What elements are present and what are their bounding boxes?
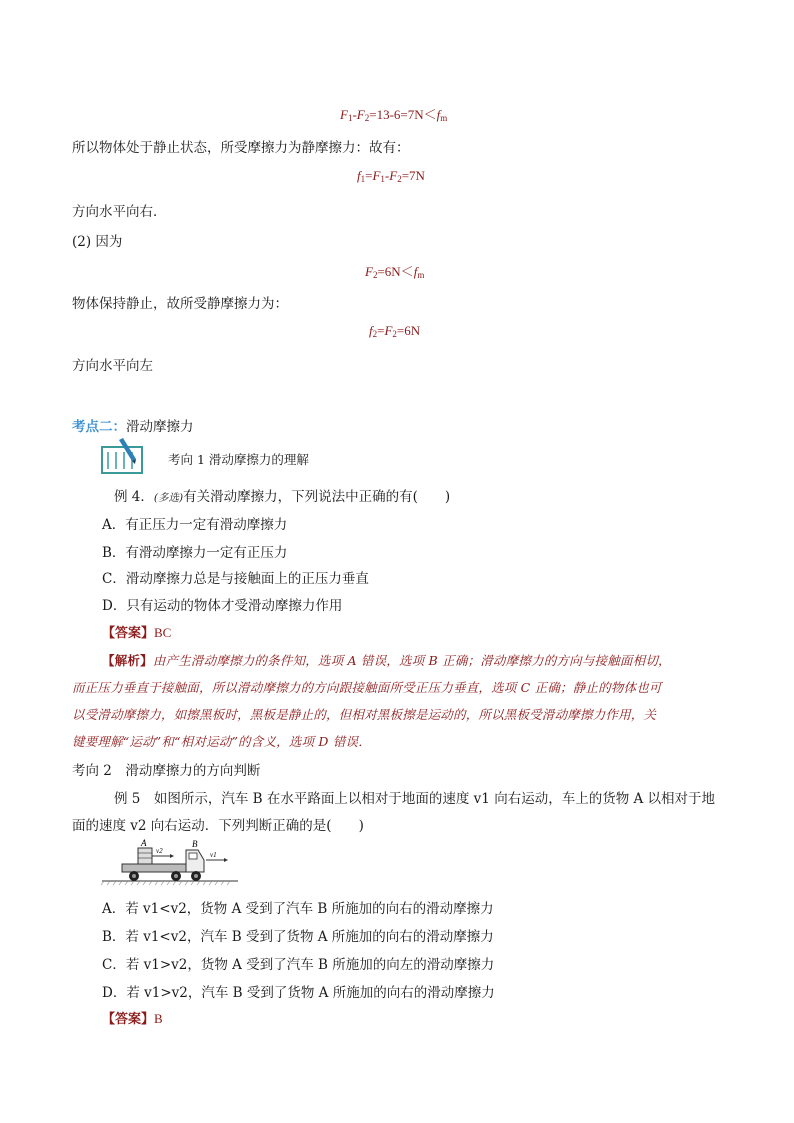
example-4-text: 有关滑动摩擦力，下列说法中正确的有( ) <box>183 489 451 505</box>
example-4-option-b: B．有滑动摩擦力一定有正压力 <box>102 545 288 561</box>
section-title: 滑动摩擦力 <box>126 419 194 435</box>
example-4-option-d: D．只有运动的物体才受滑动摩擦力作用 <box>102 598 343 614</box>
example-5-option-b: B．若 v1<v2，汽车 B 受到了货物 A 所施加的向右的滑动摩擦力 <box>102 929 494 945</box>
example-5-question-line-2: 面的速度 v2 向右运动．下列判断正确的是( ) <box>72 818 364 834</box>
example-4-analysis-line-2: 而正压力垂直于接触面，所以滑动摩擦力的方向跟接触面所受正压力垂直，选项 C 正确；静止的物体也可 <box>72 680 662 695</box>
solution-line-4: 物体保持静止，故所受静摩擦力为： <box>72 296 288 312</box>
example-4-prefix: 例 4． <box>114 489 154 505</box>
equation-3: $F_2=6N<f_m$ <box>365 264 425 280</box>
solution-line-2: 方向水平向右． <box>72 204 167 220</box>
example-4-analysis-line-1: 【解析】由产生滑动摩擦力的条件知，选项 A 错误，选项 B 正确；滑动摩擦力的方向与接触面相切， <box>102 653 671 668</box>
analysis-label: 【解析】 <box>102 653 153 668</box>
solution-line-1: 所以物体处于静止状态，所受摩擦力为静摩擦力：故有： <box>72 140 410 156</box>
example-5-prefix: 例 5 <box>114 791 141 807</box>
answer-label: 【答案】 <box>102 1012 155 1027</box>
example-4-option-a: A．有正压力一定有滑动摩擦力 <box>102 517 288 533</box>
example-4-analysis-line-4: 键要理解“运动”和“相对运动”的含义，选项 D 错误． <box>72 734 371 749</box>
answer-label: 【答案】 <box>102 626 155 641</box>
equation-4: $f_2=F_2=6N$ <box>369 323 421 339</box>
kaoxiang-1-title: 考向 1 滑动摩擦力的理解 <box>168 452 309 467</box>
example-5-option-d: D．若 v1>v2，汽车 B 受到了货物 A 所施加的向右的滑动摩擦力 <box>102 985 495 1001</box>
equation-1: $F_1-F_2=13-6=7N<f_m$ <box>340 107 448 123</box>
example-5-option-a: A．若 v1<v2，货物 A 受到了汽车 B 所施加的向右的滑动摩擦力 <box>102 901 494 917</box>
example-5-answer <box>102 1008 163 1027</box>
figure-label-v1: v1 <box>210 851 217 859</box>
equation-2: $f_1=F_1-F_2=7N$ <box>357 168 425 184</box>
example-4-analysis-line-3: 以受滑动摩擦力，如擦黑板时，黑板是静止的，但相对黑板擦是运动的，所以黑板受滑动摩擦力作用，关 <box>72 707 657 722</box>
example-4-option-c: C．滑动摩擦力总是与接触面上的正压力垂直 <box>102 571 369 587</box>
example-4-answer <box>102 622 171 641</box>
example-4-tag: (多选) <box>153 492 184 504</box>
example-4-question <box>114 485 450 505</box>
kaoxiang-2-title: 考向 2 滑动摩擦力的方向判断 <box>72 763 261 779</box>
truck-cargo-figure <box>100 838 240 888</box>
example-5-option-c: C．若 v1>v2，货物 A 受到了汽车 B 所施加的向左的滑动摩擦力 <box>102 957 495 973</box>
solution-line-3: (2) 因为 <box>72 234 123 250</box>
section-prefix: 考点二： <box>72 419 126 435</box>
answer-value: BC <box>154 625 172 640</box>
section-heading <box>72 415 194 435</box>
figure-label-b: B <box>192 839 198 849</box>
example-5-question-line-1: 例 5 如图所示，汽车 B 在水平路面上以相对于地面的速度 v1 向右运动，车上的货物 A 以相对于地 <box>114 791 716 807</box>
notebook-pencil-icon <box>100 438 146 476</box>
answer-value: B <box>154 1011 163 1026</box>
figure-label-a: A <box>141 838 147 848</box>
figure-label-v2: v2 <box>156 847 163 855</box>
solution-line-5: 方向水平向左 <box>72 358 153 374</box>
